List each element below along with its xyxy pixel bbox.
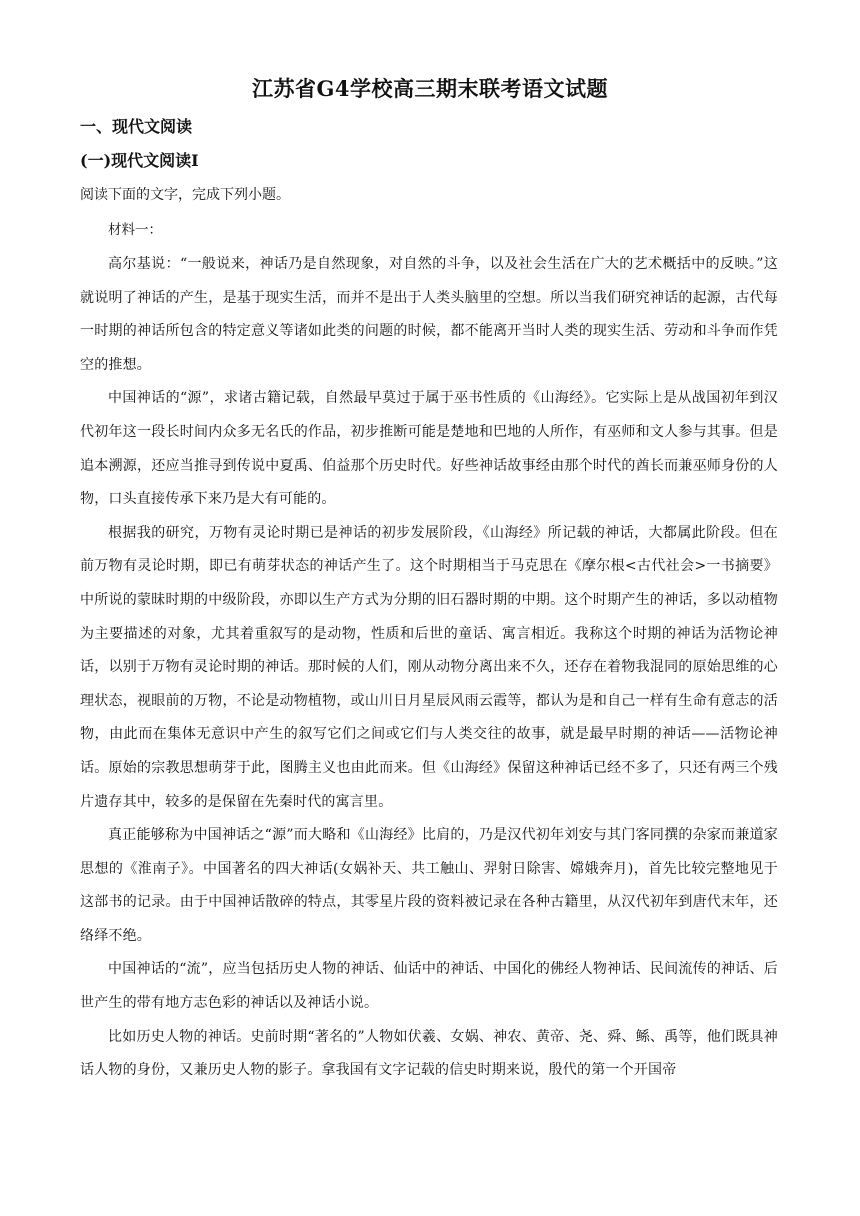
reading-instruction: 阅读下面的文字，完成下列小题。 bbox=[80, 187, 290, 203]
paragraph: 比如历史人物的神话。史前时期“著名的”人物如伏羲、女娲、神农、黄帝、尧、舜、鲧、禹等，他们既具神话人物的身份，又兼历史人物的影子。拿我国有文字记载的信史时期来说，殷代的第一个开国帝 bbox=[80, 1028, 778, 1079]
material-label: 材料一： bbox=[108, 222, 162, 238]
paragraph: 根据我的研究，万物有灵论时期已是神话的初步发展阶段，《山海经》所记载的神话，大都属此阶段。但在前万物有灵论时期，即已有萌芽状态的神话产生了。这个时期相当于马克思在《摩尔根<古代社会>一书摘要》中所说的蒙昧时期的中级阶段，亦即以生产方式为分期的旧石器时期的中期。这个时期产生的神话，多以动植物为主要描述的对象，尤其着重叙写的是动物，性质和后世的童话、寓言相近。我称这个时期的神话为活物论神话，以别于万物有灵论时期的神话。那时候的人们，刚从动物分离出来不久，还存在着物我混同的原始思维的心理状态，视眼前的万物，不论是动物植物，或山川日月星辰风雨云霞等，都认为是和自己一样有生命有意志的活物，由此而在集体无意识中产生的叙写它们之间或它们与人类交往的故事，就是最早时期的神话——活物论神话。原始的宗教思想萌芽于此，图腾主义也由此而来。但《山海经》保留这种神话已经不多了，只还有两三个残片遗存其中，较多的是保留在先秦时代的寓言里。 bbox=[80, 524, 778, 810]
document-title: 江苏省G4学校高三期末联考语文试题 bbox=[251, 76, 609, 101]
paragraph: 中国神话的“流”，应当包括历史人物的神话、仙话中的神话、中国化的佛经人物神话、民间流传的神话、后世产生的带有地方志色彩的神话以及神话小说。 bbox=[80, 961, 778, 1012]
subsection-heading-reading-1: (一)现代文阅读Ⅰ bbox=[80, 151, 199, 170]
paragraph: 中国神话的“源”，求诸古籍记载，自然最早莫过于属于巫书性质的《山海经》。它实际上是从战国初年到汉代初年这一段长时间内众多无名氏的作品，初步推断可能是楚地和巴地的人所作，有巫师和文人参与其事。但是追本溯源，还应当推寻到传说中夏禹、伯益那个历史时代。好些神话故事经由那个时代的酋长而兼巫师身份的人物，口头直接传承下来乃是大有可能的。 bbox=[80, 390, 778, 508]
paragraph: 真正能够称为中国神话之“源”而大略和《山海经》比肩的，乃是汉代初年刘安与其门客同撰的杂家而兼道家思想的《淮南子》。中国著名的四大神话(女娲补天、共工触山、羿射日除害、嫦娥奔月)，首先比较完整地见于这部书的记录。由于中国神话散碎的特点，其零星片段的资料被记录在各种古籍里，从汉代初年到唐代末年，还络绎不绝。 bbox=[80, 827, 778, 944]
paragraph: 高尔基说：“一般说来，神话乃是自然现象，对自然的斗争，以及社会生活在广大的艺术概括中的反映。”这就说明了神话的产生，是基于现实生活，而并不是出于人类头脑里的空想。所以当我们研究神话的起源，古代每一时期的神话所包含的特定意义等诸如此类的问题的时候，都不能离开当时人类的现实生活、劳动和斗争而作凭空的推想。 bbox=[80, 256, 778, 373]
section-heading-modern-reading: 一、现代文阅读 bbox=[80, 117, 193, 136]
passage-body bbox=[80, 248, 778, 1088]
